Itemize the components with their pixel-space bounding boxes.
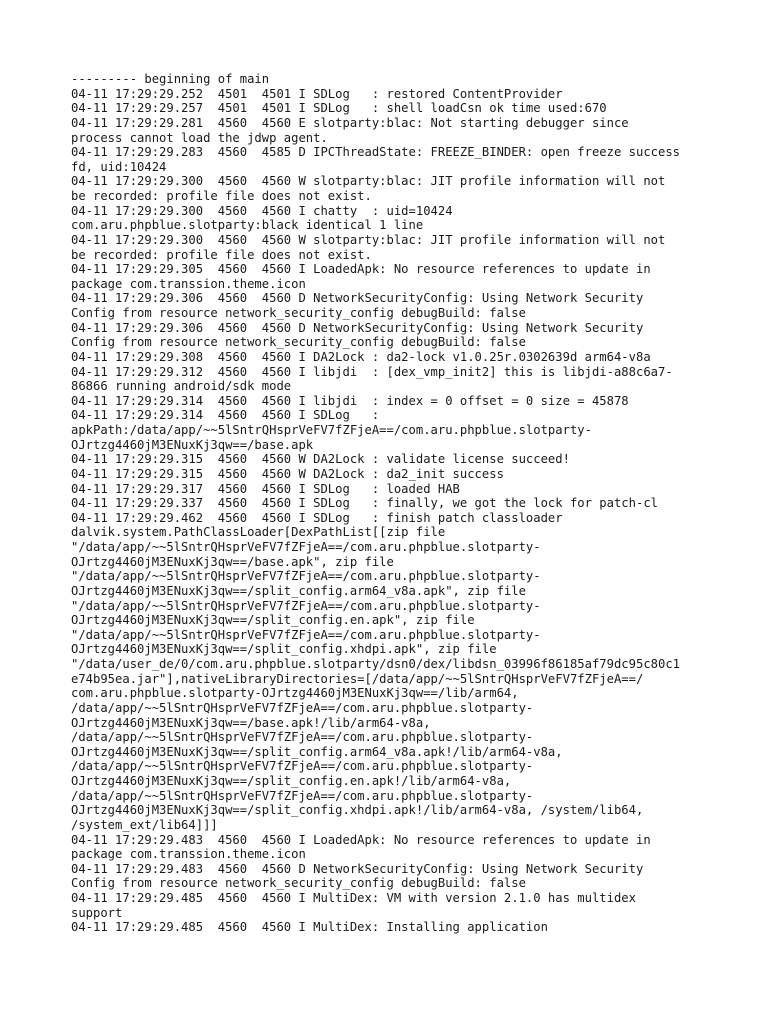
log-line: 04-11 17:29:29.281 4560 4560 E slotparty:blac: Not starting debugger since (71, 115, 629, 130)
log-line: OJrtzg4460jM3ENuxKj3qw==/split_config.en.apk", zip file (71, 613, 475, 628)
log-line: 04-11 17:29:29.314 4560 4560 I libjdi : index = 0 offset = 0 size = 45878 (71, 393, 629, 408)
log-line: OJrtzg4460jM3ENuxKj3qw==/base.apk (71, 437, 314, 452)
log-line: fd, uid:10424 (71, 159, 167, 174)
log-line: OJrtzg4460jM3ENuxKj3qw==/split_config.en.apk!/lib/arm64-v8a, (71, 774, 512, 788)
log-line: support (71, 905, 123, 920)
log-line: 04-11 17:29:29.462 4560 4560 I SDLog : finish patch classloader (71, 510, 563, 525)
log-line: OJrtzg4460jM3ENuxKj3qw==/base.apk!/lib/arm64-v8a, (71, 715, 431, 730)
log-line: "/data/app/~~5lSntrQHsprVeFV7fZFjeA==/com.aru.phpblue.slotparty- (71, 569, 541, 584)
log-line: package com.transsion.theme.icon (71, 847, 306, 862)
log-line: com.aru.phpblue.slotparty:black identical 1 line (71, 218, 424, 233)
log-line: 04-11 17:29:29.485 4560 4560 I MultiDex: Installing application (71, 920, 548, 935)
log-line: "/data/app/~~5lSntrQHsprVeFV7fZFjeA==/com.aru.phpblue.slotparty- (71, 627, 541, 642)
log-line: package com.transsion.theme.icon (71, 276, 306, 291)
log-line: /system_ext/lib64]]] (71, 817, 218, 832)
log-line: "/data/user_de/0/com.aru.phpblue.slotparty/dsn0/dex/libdsn_03996f86185af79dc95c80c1 (71, 657, 681, 671)
log-line: OJrtzg4460jM3ENuxKj3qw==/split_config.xhdpi.apk", zip file (71, 642, 497, 657)
log-line: Config from resource network_security_config debugBuild: false (71, 876, 526, 891)
log-line: 04-11 17:29:29.317 4560 4560 I SDLog : loaded HAB (71, 481, 460, 496)
log-line: dalvik.system.PathClassLoader[DexPathList[[zip file (71, 525, 446, 540)
log-line: 04-11 17:29:29.308 4560 4560 I DA2Lock : da2-lock v1.0.25r.0302639d arm64-v8a (71, 349, 651, 364)
log-line: 04-11 17:29:29.337 4560 4560 I SDLog : finally, we got the lock for patch-cl (71, 496, 658, 511)
log-line: 04-11 17:29:29.314 4560 4560 I SDLog : (71, 408, 380, 423)
log-line: e74b95ea.jar"],nativeLibraryDirectories=[/data/app/~~5lSntrQHsprVeFV7fZFjeA==/ (71, 671, 644, 686)
log-line: OJrtzg4460jM3ENuxKj3qw==/base.apk", zip file (71, 554, 394, 569)
log-line: 04-11 17:29:29.483 4560 4560 D NetworkSecurityConfig: Using Network Security (71, 861, 644, 876)
log-line: OJrtzg4460jM3ENuxKj3qw==/split_config.arm64_v8a.apk", zip file (71, 583, 526, 598)
log-line: 04-11 17:29:29.312 4560 4560 I libjdi : [dex_vmp_init2] this is libjdi-a88c6a7- (71, 364, 673, 379)
log-line: /data/app/~~5lSntrQHsprVeFV7fZFjeA==/com.aru.phpblue.slotparty- (71, 700, 534, 715)
log-line: 04-11 17:29:29.252 4501 4501 I SDLog : restored ContentProvider (71, 86, 563, 101)
log-line: --------- beginning of main (71, 72, 270, 86)
log-line: "/data/app/~~5lSntrQHsprVeFV7fZFjeA==/com.aru.phpblue.slotparty- (71, 598, 541, 613)
log-line: 86866 running android/sdk mode (71, 379, 292, 394)
log-line: be recorded: profile file does not exist. (71, 189, 372, 203)
log-line: 04-11 17:29:29.257 4501 4501 I SDLog : shell loadCsn ok time used:670 (71, 101, 607, 116)
log-line: OJrtzg4460jM3ENuxKj3qw==/split_config.xhdpi.apk!/lib/arm64-v8a, /system/lib64, (71, 803, 644, 818)
logcat-output (71, 72, 711, 935)
log-line: 04-11 17:29:29.485 4560 4560 I MultiDex: VM with version 2.1.0 has multidex (71, 891, 636, 905)
log-line: com.aru.phpblue.slotparty-OJrtzg4460jM3ENuxKj3qw==/lib/arm64, (71, 686, 519, 701)
log-line: 04-11 17:29:29.305 4560 4560 I LoadedApk: No resource references to update in (71, 262, 651, 277)
log-line: 04-11 17:29:29.306 4560 4560 D NetworkSecurityConfig: Using Network Security (71, 320, 644, 335)
log-line: /data/app/~~5lSntrQHsprVeFV7fZFjeA==/com.aru.phpblue.slotparty- (71, 730, 534, 745)
log-line: 04-11 17:29:29.300 4560 4560 W slotparty:blac: JIT profile information will not (71, 232, 666, 247)
log-line: apkPath:/data/app/~~5lSntrQHsprVeFV7fZFjeA==/com.aru.phpblue.slotparty- (71, 423, 592, 437)
log-line: process cannot load the jdwp agent. (71, 130, 328, 145)
log-line: 04-11 17:29:29.315 4560 4560 W DA2Lock : da2_init success (71, 466, 504, 481)
log-line: be recorded: profile file does not exist. (71, 247, 372, 262)
log-line: 04-11 17:29:29.306 4560 4560 D NetworkSecurityConfig: Using Network Security (71, 291, 644, 306)
log-line: 04-11 17:29:29.300 4560 4560 W slotparty:blac: JIT profile information will not (71, 174, 666, 189)
log-line: /data/app/~~5lSntrQHsprVeFV7fZFjeA==/com.aru.phpblue.slotparty- (71, 788, 534, 803)
log-line: OJrtzg4460jM3ENuxKj3qw==/split_config.arm64_v8a.apk!/lib/arm64-v8a, (71, 744, 563, 759)
log-line: Config from resource network_security_config debugBuild: false (71, 335, 526, 350)
log-line: 04-11 17:29:29.283 4560 4585 D IPCThreadState: FREEZE_BINDER: open freeze success (71, 145, 681, 160)
log-line: 04-11 17:29:29.483 4560 4560 I LoadedApk: No resource references to update in (71, 832, 651, 847)
log-line: 04-11 17:29:29.315 4560 4560 W DA2Lock : validate license succeed! (71, 452, 570, 467)
log-line: 04-11 17:29:29.300 4560 4560 I chatty : uid=10424 (71, 203, 453, 218)
log-line: Config from resource network_security_config debugBuild: false (71, 306, 526, 320)
log-line: "/data/app/~~5lSntrQHsprVeFV7fZFjeA==/com.aru.phpblue.slotparty- (71, 540, 541, 554)
log-line: /data/app/~~5lSntrQHsprVeFV7fZFjeA==/com.aru.phpblue.slotparty- (71, 759, 534, 774)
